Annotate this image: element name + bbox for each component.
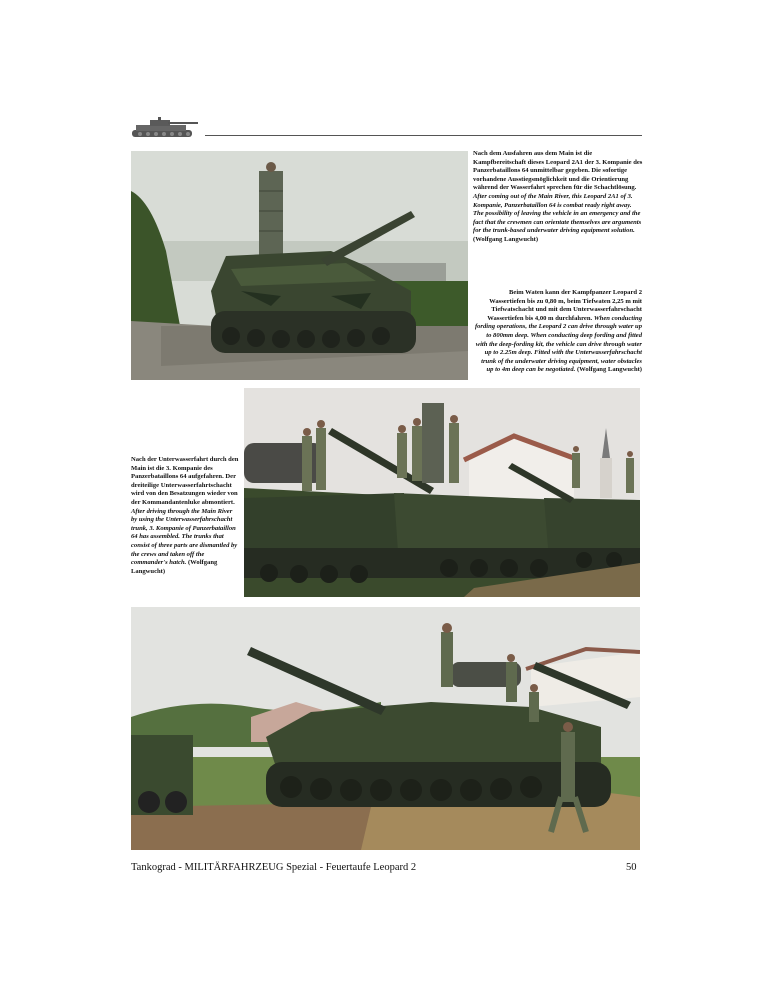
- header-rule: [205, 135, 642, 136]
- caption-1-german: Nach dem Ausfahren aus dem Main ist die Kampfbereitschaft dieses Leopard 2A1 der 3. Kompanie des Panzerbataillons 64 unmittelbar gegeben. Die sofortige vorhandene Ausstiegsmöglichkeit und die Orientierung während der Wasserfahrt sprechen für die Schachtlösung.: [473, 150, 643, 192]
- caption-2-english: When conducting fording operations, the Leopard 2 can drive through water up to 800mm deep. When conducting deep fording and fitted with the deep-fording kit, the vehicle can drive through water up to 2.25m deep. Fitted with the Unterwasserfahrschacht trunk of the underwater driving equipment, water obstacles up to 4m deep can be negotiated.: [474, 314, 642, 374]
- caption-1-english: After coming out of the Main River, this Leopard 2A1 of 3. Kompanie, Panzerbataillon 64 is combat ready right away. The possibility of leaving the vehicle in an emergency and the fact that the crewmen can orientate themselves are arguments for the trunk-based underwater driving equipment solution.: [473, 192, 642, 235]
- caption-3-english: After driving through the Main River by using the Unterwasserfahrschacht trunk, 3. Kompanie of Panzerbataillon 64 has assembled. The trunks that consist of three parts are dismantled by the crews and taken off the commander's hatch.: [131, 507, 238, 567]
- tank-silhouette-icon: [128, 116, 200, 140]
- caption-3: [131, 456, 239, 576]
- caption-2-german: Beim Waten kann der Kampfpanzer Leopard 2 Wassertiefen bis zu 0,80 m, beim Tiefwaten 2,25 m mit Tiefwatschacht und mit dem Unterwasserfahrschacht Wassertiefen bis 4,00 m durchfahren.: [487, 289, 642, 322]
- footer-title: Tankograd - MILITÄRFAHRZEUG Spezial - Feuertaufe Leopard 2: [131, 862, 417, 873]
- caption-3-credit: (Wolfgang Langwucht): [131, 559, 218, 575]
- caption-1: [473, 150, 643, 245]
- page-number: 50: [626, 862, 637, 873]
- caption-1-credit: (Wolfgang Langwucht): [473, 235, 539, 243]
- photo-tank-with-trunk: [131, 151, 468, 380]
- caption-3-german: Nach der Unterwasserfahrt durch den Main ist die 3. Kompanie des Panzerbataillons 64 aufgefahren. Der dreiteilige Unterwasserfahrtschacht wird von den Besatzungen wieder von der Kommandantenluke abmontiert.: [131, 456, 239, 506]
- photo-tanks-in-field: [131, 607, 640, 850]
- caption-2-credit: (Wolfgang Langwucht): [576, 366, 642, 374]
- photo-crews-dismantling-trunks: [244, 388, 640, 597]
- caption-2: [473, 289, 642, 375]
